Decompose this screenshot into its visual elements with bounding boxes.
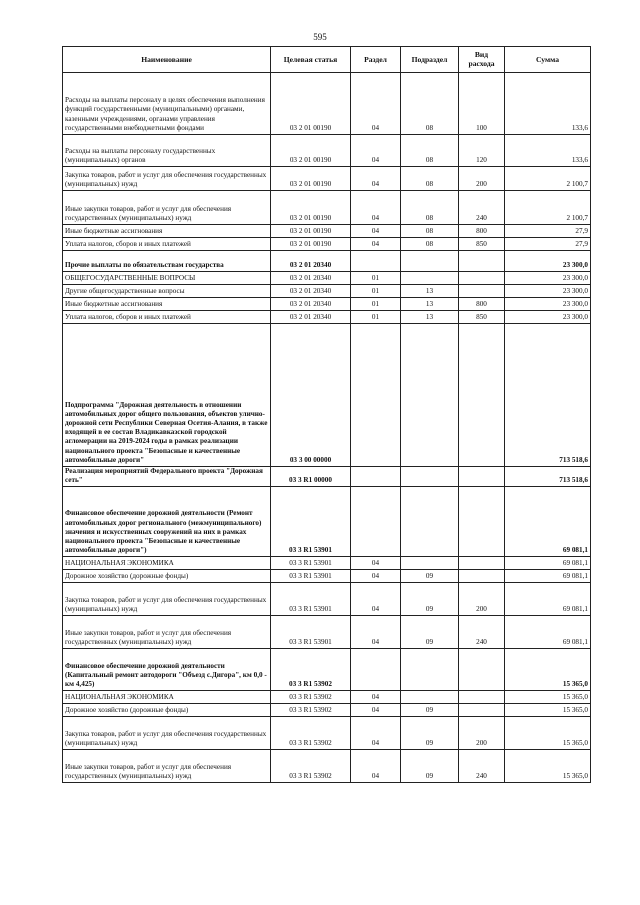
cell-name: Реализация мероприятий Федерального проекта "Дорожная сеть" xyxy=(63,467,271,487)
cell-section: 04 xyxy=(351,238,401,251)
table-row xyxy=(63,251,591,272)
cell-section xyxy=(351,251,401,272)
cell-sum: 69 081,1 xyxy=(505,557,591,570)
cell-subsection: 09 xyxy=(401,750,459,783)
column-header-section: Раздел xyxy=(351,47,401,73)
cell-expense-type: 200 xyxy=(459,583,505,616)
table-row xyxy=(63,487,591,557)
cell-section: 04 xyxy=(351,167,401,191)
cell-target: 03 3 R1 53901 xyxy=(271,616,351,649)
table-row xyxy=(63,649,591,691)
cell-sum: 23 300,0 xyxy=(505,251,591,272)
cell-name: Иные закупки товаров, работ и услуг для обеспечения государственных (муниципальных) нужд xyxy=(63,616,271,649)
cell-expense-type: 240 xyxy=(459,616,505,649)
cell-expense-type xyxy=(459,251,505,272)
cell-section: 04 xyxy=(351,691,401,704)
table-row xyxy=(63,691,591,704)
cell-expense-type: 100 xyxy=(459,73,505,135)
cell-expense-type: 200 xyxy=(459,167,505,191)
cell-target: 03 3 R1 53902 xyxy=(271,649,351,691)
table-row xyxy=(63,272,591,285)
cell-sum: 133,6 xyxy=(505,135,591,167)
cell-target: 03 3 R1 53901 xyxy=(271,570,351,583)
cell-name: Уплата налогов, сборов и иных платежей xyxy=(63,238,271,251)
cell-section: 04 xyxy=(351,750,401,783)
cell-name: Закупка товаров, работ и услуг для обеспечения государственных (муниципальных) нужд xyxy=(63,717,271,750)
cell-sum: 69 081,1 xyxy=(505,583,591,616)
cell-name: Прочие выплаты по обязательствам государства xyxy=(63,251,271,272)
table-row xyxy=(63,73,591,135)
cell-target: 03 3 R1 00000 xyxy=(271,467,351,487)
cell-target: 03 3 R1 53902 xyxy=(271,717,351,750)
cell-name: Подпрограмма "Дорожная деятельность в отношении автомобильных дорог общего пользования, объектов улично-дорожной сети Республики Северная Осетия-Алания, в также входящей в ее состав Владикавказской городской агломерации на 2019-2024 годы в рамках реализации национального проекта "Безопасные и качественные автомобильные дороги" xyxy=(63,324,271,467)
cell-section xyxy=(351,324,401,467)
cell-subsection: 09 xyxy=(401,570,459,583)
cell-expense-type: 850 xyxy=(459,311,505,324)
column-header-subsection: Подраздел xyxy=(401,47,459,73)
cell-name: Другие общегосударственные вопросы xyxy=(63,285,271,298)
cell-subsection xyxy=(401,557,459,570)
cell-name: ОБЩЕГОСУДАРСТВЕННЫЕ ВОПРОСЫ xyxy=(63,272,271,285)
cell-expense-type xyxy=(459,285,505,298)
cell-section: 01 xyxy=(351,298,401,311)
cell-sum: 2 100,7 xyxy=(505,191,591,225)
cell-sum: 23 300,0 xyxy=(505,272,591,285)
cell-name: Уплата налогов, сборов и иных платежей xyxy=(63,311,271,324)
cell-name: Финансовое обеспечение дорожной деятельности (Ремонт автомобильных дорог регионального (межмуниципального) значения и искусственных сооружений на них в рамках национального проекта "Безопасные и качественные автомобильные дороги") xyxy=(63,487,271,557)
cell-name: Дорожное хозяйство (дорожные фонды) xyxy=(63,704,271,717)
cell-target: 03 2 01 00190 xyxy=(271,191,351,225)
table-row xyxy=(63,467,591,487)
cell-section: 01 xyxy=(351,311,401,324)
cell-expense-type xyxy=(459,704,505,717)
table-row xyxy=(63,557,591,570)
table-row xyxy=(63,191,591,225)
table-row xyxy=(63,311,591,324)
table-row xyxy=(63,616,591,649)
cell-subsection: 13 xyxy=(401,298,459,311)
cell-expense-type: 850 xyxy=(459,238,505,251)
table-row xyxy=(63,750,591,783)
column-header-expense-type: Вид расхода xyxy=(459,47,505,73)
cell-target: 03 3 00 00000 xyxy=(271,324,351,467)
cell-target: 03 3 R1 53902 xyxy=(271,750,351,783)
cell-target: 03 2 01 00190 xyxy=(271,238,351,251)
cell-name: Иные закупки товаров, работ и услуг для обеспечения государственных (муниципальных) нужд xyxy=(63,191,271,225)
cell-section: 04 xyxy=(351,135,401,167)
cell-sum: 15 365,0 xyxy=(505,691,591,704)
cell-target: 03 3 R1 53901 xyxy=(271,557,351,570)
cell-name: Расходы на выплаты персоналу государственных (муниципальных) органов xyxy=(63,135,271,167)
cell-name: Иные закупки товаров, работ и услуг для обеспечения государственных (муниципальных) нужд xyxy=(63,750,271,783)
cell-sum: 15 365,0 xyxy=(505,750,591,783)
cell-expense-type xyxy=(459,467,505,487)
cell-target: 03 2 01 00190 xyxy=(271,167,351,191)
cell-subsection: 08 xyxy=(401,135,459,167)
cell-name: НАЦИОНАЛЬНАЯ ЭКОНОМИКА xyxy=(63,557,271,570)
column-header-sum: Сумма xyxy=(505,47,591,73)
cell-subsection xyxy=(401,691,459,704)
cell-sum: 2 100,7 xyxy=(505,167,591,191)
cell-target: 03 3 R1 53902 xyxy=(271,691,351,704)
cell-sum: 713 518,6 xyxy=(505,324,591,467)
cell-sum: 69 081,1 xyxy=(505,570,591,583)
table-row xyxy=(63,167,591,191)
cell-target: 03 2 01 20340 xyxy=(271,311,351,324)
cell-subsection: 09 xyxy=(401,704,459,717)
cell-sum: 69 081,1 xyxy=(505,616,591,649)
page-number: 595 xyxy=(313,32,327,42)
cell-expense-type xyxy=(459,570,505,583)
cell-expense-type: 800 xyxy=(459,298,505,311)
cell-section: 04 xyxy=(351,73,401,135)
cell-subsection xyxy=(401,251,459,272)
cell-target: 03 2 01 00190 xyxy=(271,135,351,167)
cell-target: 03 2 01 20340 xyxy=(271,285,351,298)
cell-target: 03 3 R1 53902 xyxy=(271,704,351,717)
cell-subsection xyxy=(401,487,459,557)
table-row xyxy=(63,704,591,717)
cell-subsection xyxy=(401,324,459,467)
cell-name: Расходы на выплаты персоналу в целях обеспечения выполнения функций государственными (муниципальными) органами, казенными учреждениями, органами управления государственными внебюджетными фондами xyxy=(63,73,271,135)
cell-sum: 23 300,0 xyxy=(505,285,591,298)
table-row xyxy=(63,324,591,467)
cell-section xyxy=(351,649,401,691)
cell-expense-type xyxy=(459,691,505,704)
cell-subsection: 09 xyxy=(401,616,459,649)
cell-section: 04 xyxy=(351,191,401,225)
table-row xyxy=(63,570,591,583)
cell-expense-type: 800 xyxy=(459,225,505,238)
cell-target: 03 3 R1 53901 xyxy=(271,487,351,557)
cell-target: 03 2 01 20340 xyxy=(271,251,351,272)
cell-target: 03 2 01 20340 xyxy=(271,272,351,285)
cell-name: Закупка товаров, работ и услуг для обеспечения государственных (муниципальных) нужд xyxy=(63,583,271,616)
cell-expense-type xyxy=(459,649,505,691)
cell-section: 01 xyxy=(351,272,401,285)
cell-expense-type: 240 xyxy=(459,191,505,225)
table-row xyxy=(63,238,591,251)
cell-name: Дорожное хозяйство (дорожные фонды) xyxy=(63,570,271,583)
cell-name: Иные бюджетные ассигнования xyxy=(63,225,271,238)
table-row xyxy=(63,225,591,238)
cell-expense-type: 240 xyxy=(459,750,505,783)
cell-target: 03 2 01 20340 xyxy=(271,298,351,311)
cell-expense-type xyxy=(459,324,505,467)
table-row xyxy=(63,135,591,167)
table-row xyxy=(63,285,591,298)
column-header-target: Целевая статья xyxy=(271,47,351,73)
cell-section: 04 xyxy=(351,704,401,717)
cell-subsection xyxy=(401,649,459,691)
cell-name: Финансовое обеспечение дорожной деятельности (Капитальный ремонт автодороги "Объезд с.Дигора", км 0,0 - км 4,425) xyxy=(63,649,271,691)
column-header-name: Наименование xyxy=(63,47,271,73)
cell-expense-type xyxy=(459,487,505,557)
table-header xyxy=(63,47,591,73)
cell-subsection: 09 xyxy=(401,583,459,616)
cell-name: Закупка товаров, работ и услуг для обеспечения государственных (муниципальных) нужд xyxy=(63,167,271,191)
cell-sum: 15 365,0 xyxy=(505,649,591,691)
cell-subsection: 13 xyxy=(401,285,459,298)
cell-subsection xyxy=(401,272,459,285)
cell-section: 01 xyxy=(351,285,401,298)
cell-section: 04 xyxy=(351,583,401,616)
cell-sum: 15 365,0 xyxy=(505,717,591,750)
cell-sum: 15 365,0 xyxy=(505,704,591,717)
cell-section: 04 xyxy=(351,570,401,583)
cell-subsection: 08 xyxy=(401,73,459,135)
cell-section: 04 xyxy=(351,225,401,238)
cell-section: 04 xyxy=(351,616,401,649)
cell-expense-type xyxy=(459,272,505,285)
cell-target: 03 3 R1 53901 xyxy=(271,583,351,616)
cell-subsection xyxy=(401,467,459,487)
cell-subsection: 08 xyxy=(401,238,459,251)
cell-section: 04 xyxy=(351,557,401,570)
cell-section: 04 xyxy=(351,717,401,750)
table-body xyxy=(63,73,591,783)
cell-sum: 23 300,0 xyxy=(505,311,591,324)
cell-expense-type xyxy=(459,557,505,570)
cell-name: НАЦИОНАЛЬНАЯ ЭКОНОМИКА xyxy=(63,691,271,704)
cell-sum: 713 518,6 xyxy=(505,467,591,487)
table-row xyxy=(63,717,591,750)
cell-subsection: 13 xyxy=(401,311,459,324)
cell-subsection: 08 xyxy=(401,225,459,238)
cell-subsection: 09 xyxy=(401,717,459,750)
cell-name: Иные бюджетные ассигнования xyxy=(63,298,271,311)
cell-section xyxy=(351,467,401,487)
cell-section xyxy=(351,487,401,557)
budget-table xyxy=(62,46,591,783)
table-row xyxy=(63,298,591,311)
cell-sum: 133,6 xyxy=(505,73,591,135)
cell-expense-type: 120 xyxy=(459,135,505,167)
cell-target: 03 2 01 00190 xyxy=(271,73,351,135)
cell-sum: 27,9 xyxy=(505,225,591,238)
cell-sum: 27,9 xyxy=(505,238,591,251)
cell-sum: 69 081,1 xyxy=(505,487,591,557)
cell-sum: 23 300,0 xyxy=(505,298,591,311)
cell-target: 03 2 01 00190 xyxy=(271,225,351,238)
table-row xyxy=(63,583,591,616)
cell-subsection: 08 xyxy=(401,167,459,191)
cell-expense-type: 200 xyxy=(459,717,505,750)
cell-subsection: 08 xyxy=(401,191,459,225)
